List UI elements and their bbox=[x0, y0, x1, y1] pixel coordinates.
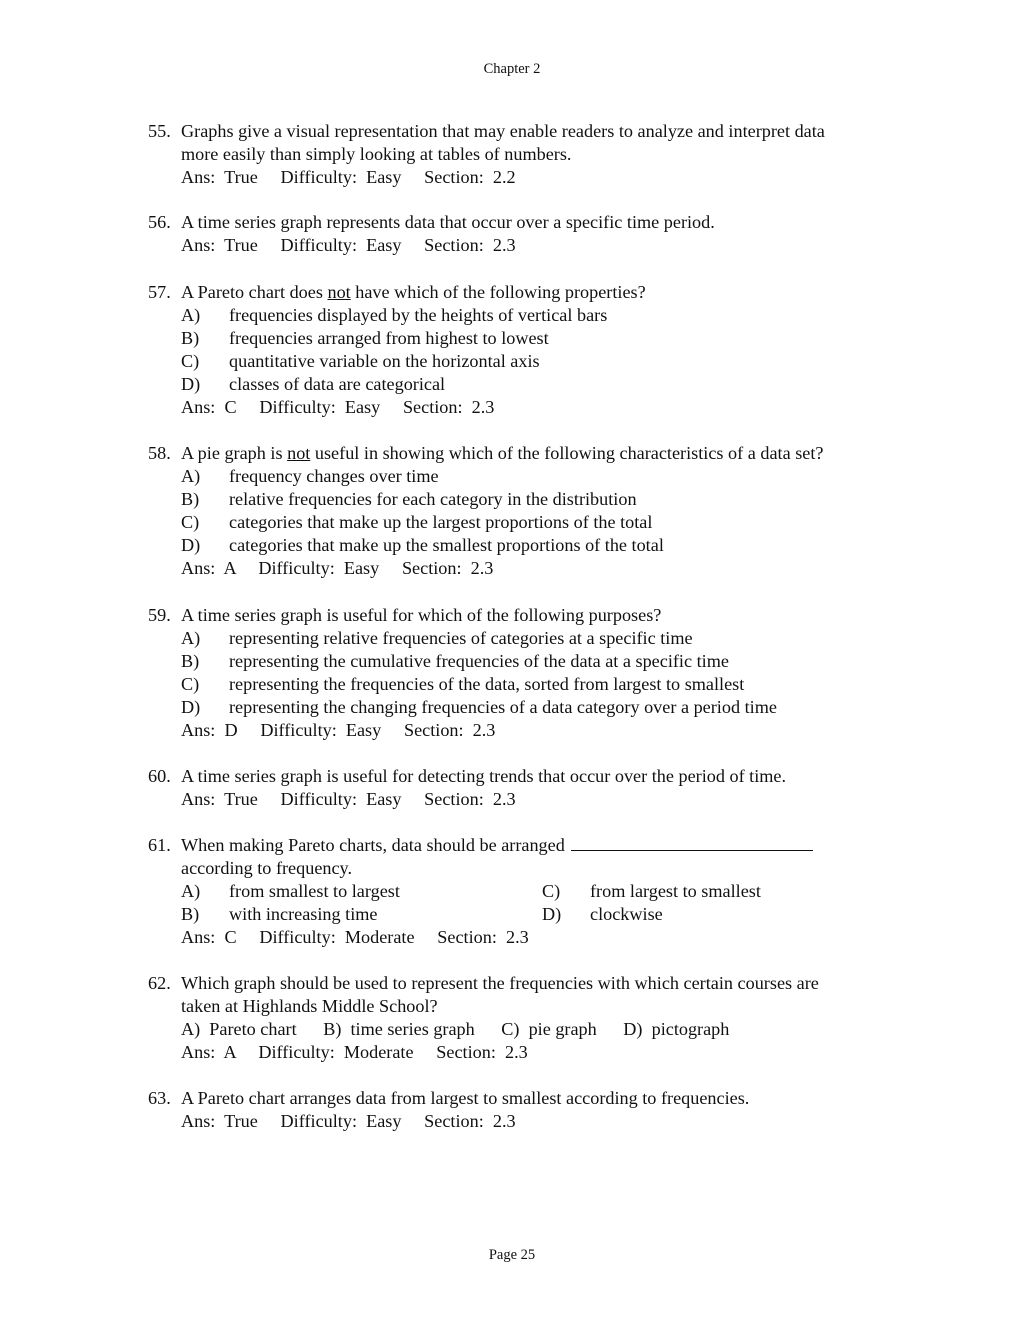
question-number: 60. bbox=[148, 766, 171, 786]
answer-line: Ans: A Difficulty: Easy Section: 2.3 bbox=[181, 558, 494, 578]
option-row: A) from smallest to largest C) from largest to smallest bbox=[181, 881, 761, 901]
answer-line: Ans: True Difficulty: Easy Section: 2.3 bbox=[181, 235, 516, 255]
question-55 bbox=[148, 120, 908, 189]
question-text: taken at Highlands Middle School? bbox=[181, 996, 438, 1016]
question-text: A time series graph is useful for detecting trends that occur over the period of time. bbox=[181, 766, 787, 786]
question-text: A time series graph represents data that occur over a specific time period. bbox=[181, 212, 715, 232]
option-row: C) representing the frequencies of the data, sorted from largest to smallest bbox=[181, 674, 745, 694]
option-row: A) frequencies displayed by the heights of vertical bars bbox=[181, 305, 608, 325]
answer-line: Ans: True Difficulty: Easy Section: 2.3 bbox=[181, 1111, 516, 1131]
option-row: A) frequency changes over time bbox=[181, 466, 439, 486]
option-row: D) classes of data are categorical bbox=[181, 374, 446, 394]
page-header: Chapter 2 bbox=[483, 61, 541, 77]
answer-line: Ans: C Difficulty: Moderate Section: 2.3 bbox=[181, 927, 529, 947]
question-62 bbox=[148, 972, 908, 1064]
question-text: A time series graph is useful for which of the following purposes? bbox=[181, 605, 662, 625]
answer-line: Ans: A Difficulty: Moderate Section: 2.3 bbox=[181, 1042, 528, 1062]
page-footer: Page 25 bbox=[488, 1247, 536, 1263]
question-text: A Pareto chart arranges data from largest to smallest according to frequencies. bbox=[181, 1088, 750, 1108]
question-text: A Pareto chart does not have which of the following properties? bbox=[181, 282, 646, 302]
answer-line: Ans: True Difficulty: Easy Section: 2.2 bbox=[181, 167, 516, 187]
question-number: 61. bbox=[148, 835, 171, 855]
question-text: according to frequency. bbox=[181, 858, 353, 878]
question-61 bbox=[148, 834, 908, 949]
question-text: Which graph should be used to represent the frequencies with which certain courses are bbox=[181, 973, 819, 993]
question-number: 55. bbox=[148, 121, 171, 141]
answer-line: Ans: D Difficulty: Easy Section: 2.3 bbox=[181, 720, 496, 740]
question-number: 62. bbox=[148, 973, 171, 993]
option-row: B) representing the cumulative frequencies of the data at a specific time bbox=[181, 651, 729, 671]
question-text: When making Pareto charts, data should be arranged bbox=[181, 834, 908, 857]
question-text: more easily than simply looking at tables of numbers. bbox=[181, 144, 572, 164]
question-number: 57. bbox=[148, 282, 171, 302]
option-row: A) Pareto chart B) time series graph C) pie graph D) pictograph bbox=[181, 1019, 730, 1039]
question-text: A pie graph is not useful in showing which of the following characteristics of a data set? bbox=[181, 443, 824, 463]
answer-line: Ans: C Difficulty: Easy Section: 2.3 bbox=[181, 397, 495, 417]
answer-line: Ans: True Difficulty: Easy Section: 2.3 bbox=[181, 789, 516, 809]
option-row: C) categories that make up the largest proportions of the total bbox=[181, 512, 653, 532]
question-58 bbox=[148, 442, 908, 580]
option-row: D) representing the changing frequencies of a data category over a period time bbox=[181, 697, 777, 717]
question-number: 58. bbox=[148, 443, 171, 463]
option-row: B) with increasing time D) clockwise bbox=[181, 904, 663, 924]
question-57 bbox=[148, 281, 908, 419]
question-56 bbox=[148, 211, 908, 257]
answer-blank bbox=[571, 834, 813, 851]
question-63 bbox=[148, 1087, 908, 1133]
emphasis-underline: not bbox=[287, 443, 311, 463]
option-row: A) representing relative frequencies of categories at a specific time bbox=[181, 628, 693, 648]
question-number: 59. bbox=[148, 605, 171, 625]
question-number: 63. bbox=[148, 1088, 171, 1108]
option-row: B) relative frequencies for each category in the distribution bbox=[181, 489, 637, 509]
option-row: C) quantitative variable on the horizontal axis bbox=[181, 351, 540, 371]
option-row: D) categories that make up the smallest proportions of the total bbox=[181, 535, 664, 555]
question-text: Graphs give a visual representation that may enable readers to analyze and interpret data bbox=[181, 121, 825, 141]
option-row: B) frequencies arranged from highest to lowest bbox=[181, 328, 549, 348]
question-59 bbox=[148, 604, 908, 742]
question-60 bbox=[148, 765, 908, 811]
emphasis-underline: not bbox=[327, 282, 351, 302]
question-number: 56. bbox=[148, 212, 171, 232]
